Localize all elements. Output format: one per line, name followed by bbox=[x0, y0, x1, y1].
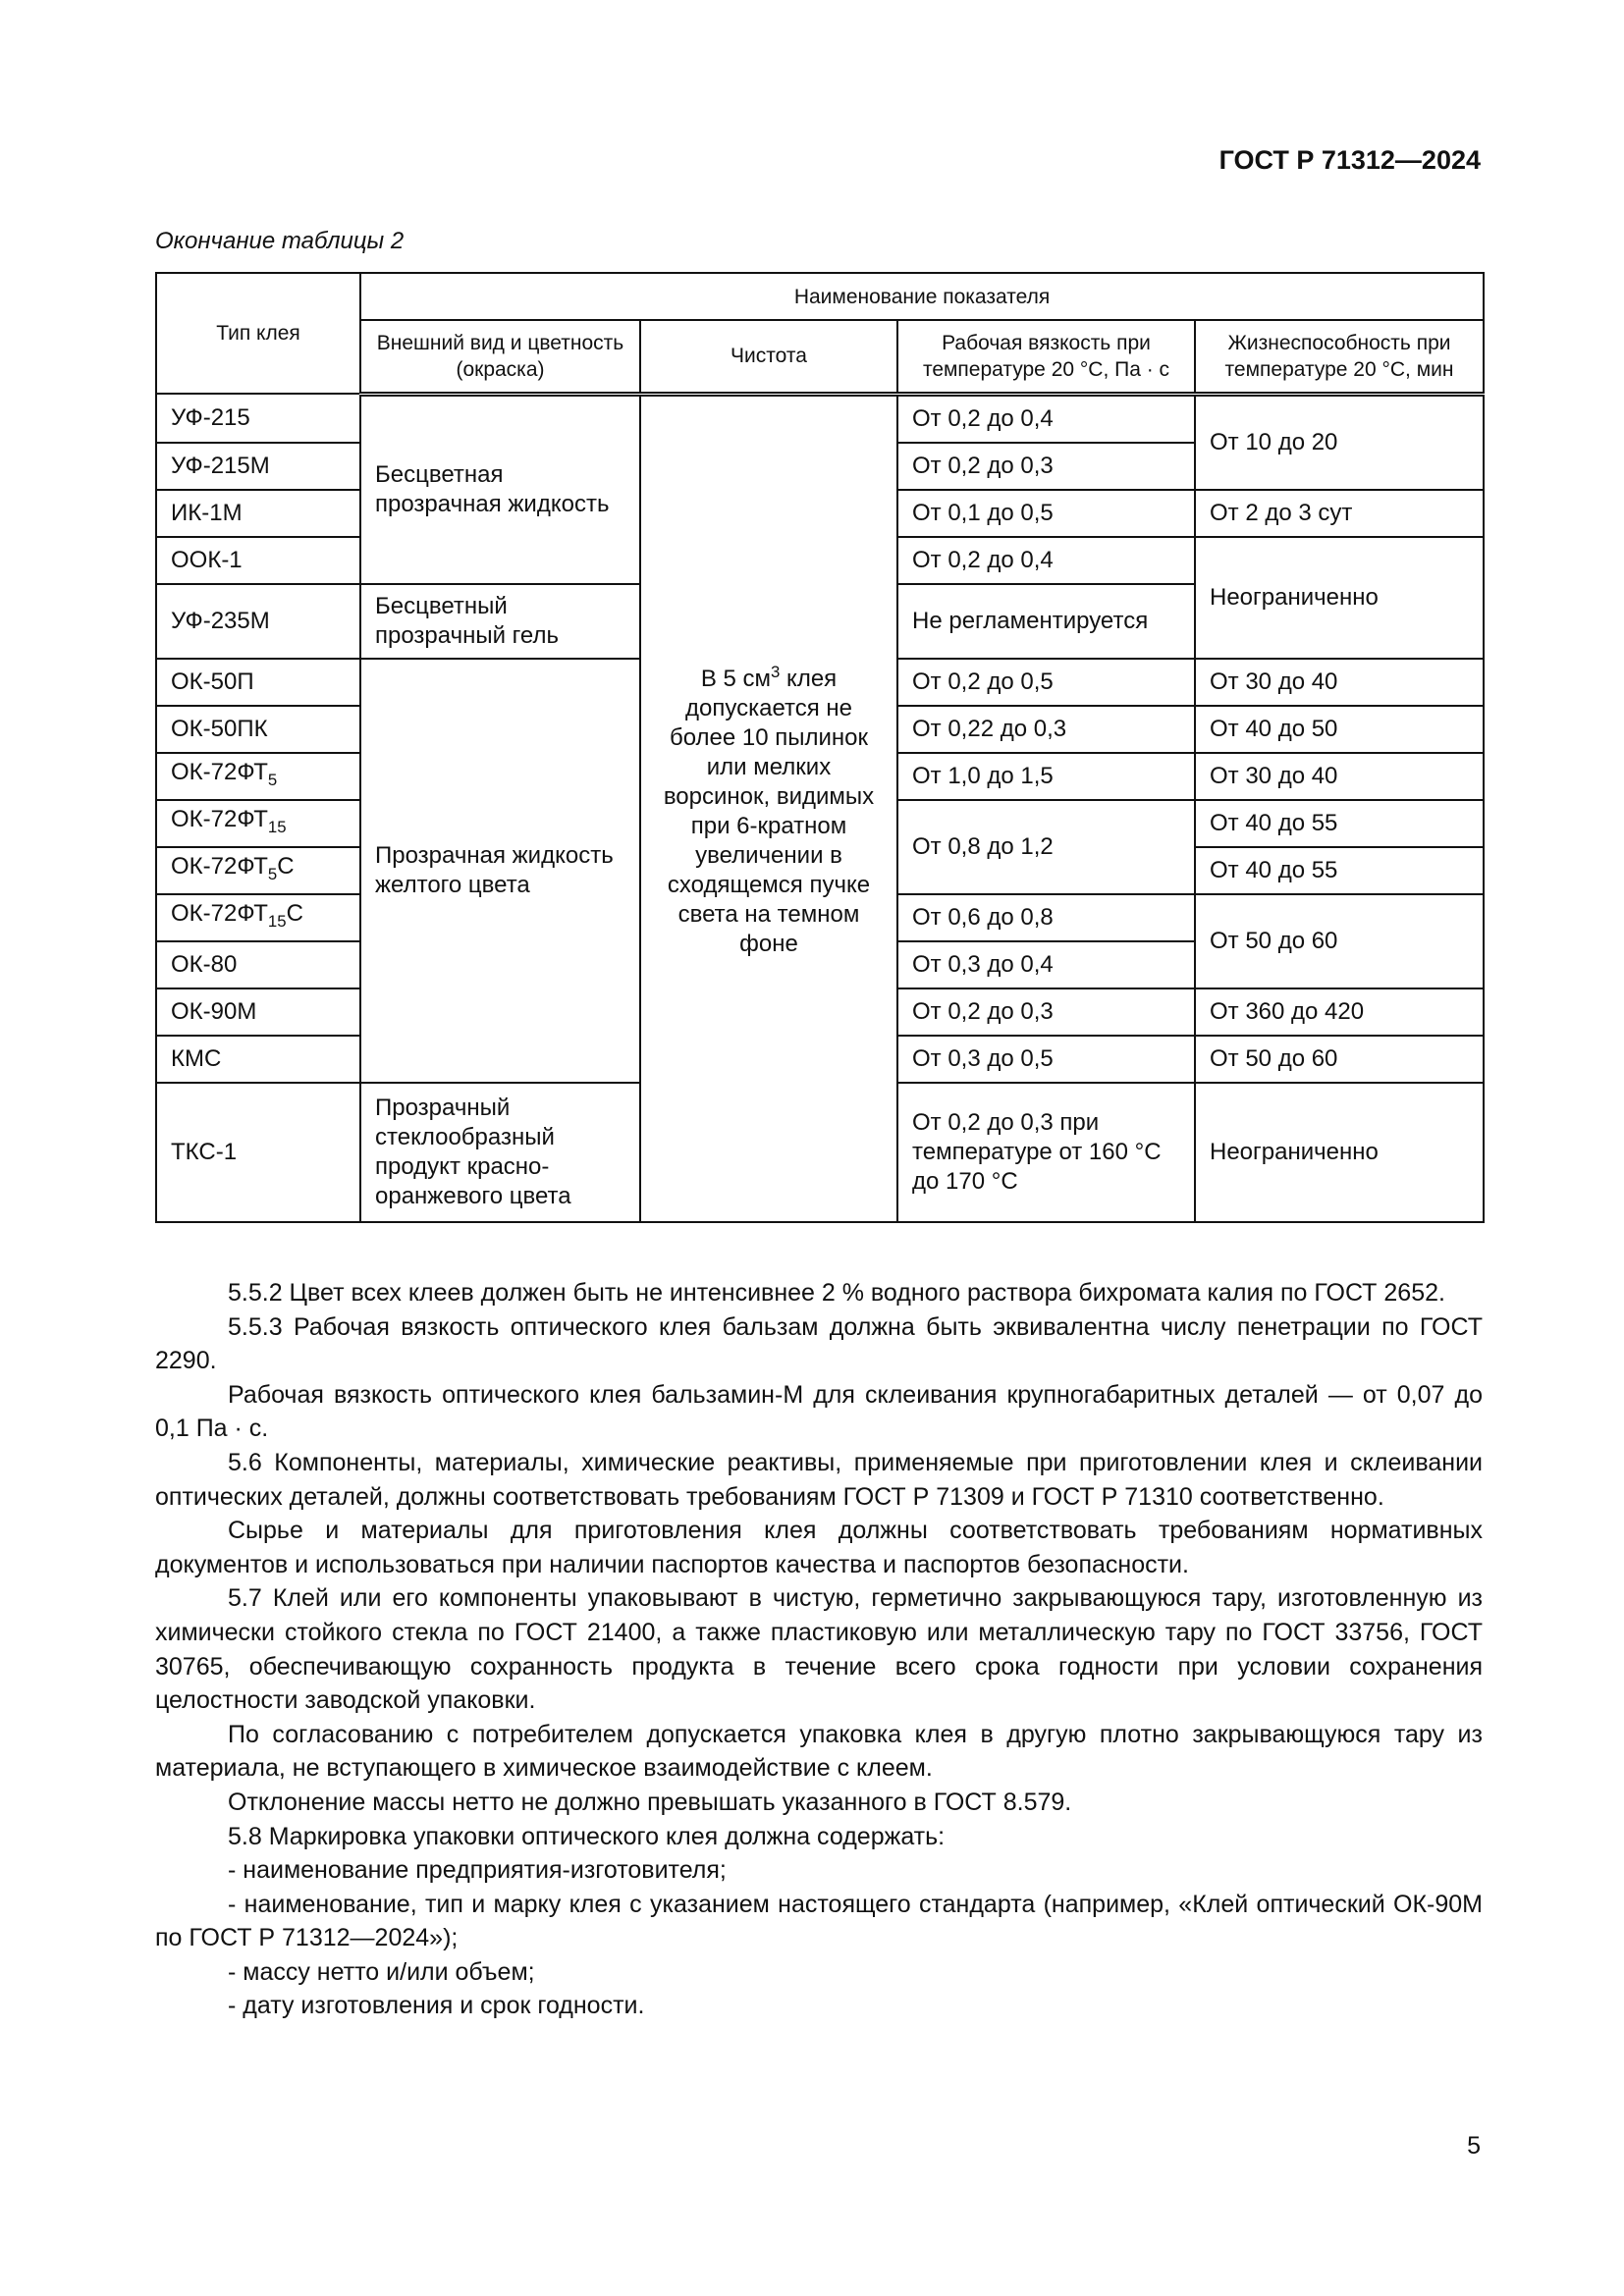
header-viscosity: Рабочая вязкость при температуре 20 °С, Па · с bbox=[897, 320, 1195, 394]
header-appearance: Внешний вид и цветность (окраска) bbox=[360, 320, 640, 394]
cell-pot-life: От 40 до 55 bbox=[1195, 847, 1484, 894]
cell-pot-life: От 50 до 60 bbox=[1195, 1036, 1484, 1083]
paragraph: По согласованию с потребителем допускается упаковка клея в другую плотно закрывающуюся тару из материала, не вступающего в химическое взаимодействие с клеем. bbox=[155, 1720, 1483, 1783]
cell-type: ОК-50ПК bbox=[156, 706, 360, 753]
cell-viscosity: От 0,8 до 1,2 bbox=[897, 800, 1195, 894]
list-item: - массу нетто и/или объем; bbox=[228, 1957, 535, 1986]
paragraph: Отклонение массы нетто не должно превышать указанного в ГОСТ 8.579. bbox=[228, 1788, 1072, 1816]
cell-type: УФ-215 bbox=[156, 394, 360, 443]
cell-type: $ОК-72ФТ_5$ bbox=[156, 753, 360, 800]
cell-viscosity: От 0,3 до 0,4 bbox=[897, 941, 1195, 988]
cell-pot-life: Неограниченно bbox=[1195, 537, 1484, 659]
cell-viscosity: От 0,1 до 0,5 bbox=[897, 490, 1195, 537]
cell-viscosity: От 0,22 до 0,3 bbox=[897, 706, 1195, 753]
cell-type: КМС bbox=[156, 1036, 360, 1083]
cell-viscosity: Не регламентируется bbox=[897, 584, 1195, 659]
cell-pot-life: От 40 до 55 bbox=[1195, 800, 1484, 847]
cell-viscosity: От 0,2 до 0,3 при температуре от 160 °С до 170 °С bbox=[897, 1083, 1195, 1222]
cell-type: ООК-1 bbox=[156, 537, 360, 584]
cell-pot-life: От 30 до 40 bbox=[1195, 659, 1484, 706]
header-type: Тип клея bbox=[156, 273, 360, 394]
page-number: 5 bbox=[1467, 2132, 1481, 2160]
header-indicator-group: Наименование показателя bbox=[360, 273, 1484, 320]
cell-type: ОК-80 bbox=[156, 941, 360, 988]
cell-appearance: Бесцветный прозрачный гель bbox=[360, 584, 640, 659]
cell-pot-life: От 30 до 40 bbox=[1195, 753, 1484, 800]
adhesive-properties-table bbox=[155, 272, 1485, 1223]
paragraph: Рабочая вязкость оптического клея бальзамин-М для склеивания крупногабаритных деталей — от 0,07 до 0,1 Па · с. bbox=[155, 1380, 1483, 1443]
cell-type: ТКС-1 bbox=[156, 1083, 360, 1222]
table-caption: Окончание таблицы 2 bbox=[155, 228, 405, 254]
cell-pot-life: Неограниченно bbox=[1195, 1083, 1484, 1222]
cell-type: УФ-215М bbox=[156, 443, 360, 490]
cell-type: $ОК-72ФТ_5С$ bbox=[156, 847, 360, 894]
header-pot-life: Жизнеспособность при температуре 20 °С, мин bbox=[1195, 320, 1484, 394]
paragraph: 5.5.2 Цвет всех клеев должен быть не интенсивнее 2 % водного раствора бихромата калия по ГОСТ 2652. bbox=[228, 1279, 1445, 1307]
cell-viscosity: От 0,3 до 0,5 bbox=[897, 1036, 1195, 1083]
cell-type: ОК-90М bbox=[156, 988, 360, 1036]
cell-type: ИК-1М bbox=[156, 490, 360, 537]
table-row bbox=[156, 394, 1484, 443]
paragraph: 5.8 Маркировка упаковки оптического клея должна содержать: bbox=[228, 1822, 946, 1850]
paragraph: 5.5.3 Рабочая вязкость оптического клея бальзам должна быть эквивалентна числу пенетрации по ГОСТ 2290. bbox=[155, 1312, 1483, 1375]
cell-viscosity: От 0,2 до 0,3 bbox=[897, 988, 1195, 1036]
cell-pot-life: От 50 до 60 bbox=[1195, 894, 1484, 988]
cell-appearance: Прозрачный стеклообразный продукт красно-оранжевого цвета bbox=[360, 1083, 640, 1222]
cell-viscosity: От 0,2 до 0,3 bbox=[897, 443, 1195, 490]
paragraph: 5.7 Клей или его компоненты упаковывают в чистую, герметично закрывающуюся тару, изготовленную из химически стойкого стекла по ГОСТ 21400, а также пластиковую или металлическую тару по ГОСТ 33756, ГОСТ 30765, обеспечивающую сохранность продукта в течение всего срока годности при условии сохранения целостности заводской упаковки. bbox=[155, 1584, 1483, 1715]
cell-viscosity: От 0,2 до 0,5 bbox=[897, 659, 1195, 706]
cell-type: $ОК-72ФТ_{15}$ bbox=[156, 800, 360, 847]
cell-viscosity: От 0,6 до 0,8 bbox=[897, 894, 1195, 941]
cell-viscosity: От 0,2 до 0,4 bbox=[897, 537, 1195, 584]
list-item: - дату изготовления и срок годности. bbox=[228, 1992, 645, 2020]
cell-pot-life: От 360 до 420 bbox=[1195, 988, 1484, 1036]
cell-viscosity: От 0,2 до 0,4 bbox=[897, 394, 1195, 443]
document-code: ГОСТ Р 71312—2024 bbox=[1218, 145, 1481, 175]
paragraph: Сырье и материалы для приготовления клея должны соответствовать требованиям нормативных документов и использоваться при наличии паспортов качества и паспортов безопасности. bbox=[155, 1517, 1483, 1578]
cell-viscosity: От 1,0 до 1,5 bbox=[897, 753, 1195, 800]
cell-type: $ОК-72ФТ_{15}С$ bbox=[156, 894, 360, 941]
list-item: - наименование предприятия-изготовителя; bbox=[228, 1856, 727, 1885]
header-purity: Чистота bbox=[640, 320, 897, 394]
cell-purity: В 5 $см^3$ клея допускается не более 10 пылинок или мелких ворсинок, видимых при 6-кратном увеличении в сходящемся пучке света на темном фоне bbox=[640, 394, 897, 1222]
cell-pot-life: От 10 до 20 bbox=[1195, 394, 1484, 490]
list-item: - наименование, тип и марку клея с указанием настоящего стандарта (например, «Клей оптический ОК-90М по ГОСТ Р 71312—2024»); bbox=[155, 1890, 1483, 1952]
cell-type: УФ-235М bbox=[156, 584, 360, 659]
cell-type: ОК-50П bbox=[156, 659, 360, 706]
body-text bbox=[155, 1276, 1483, 2023]
cell-appearance: Бесцветная прозрачная жидкость bbox=[360, 394, 640, 584]
cell-appearance: Прозрачная жидкость желтого цвета bbox=[360, 659, 640, 1083]
cell-pot-life: От 2 до 3 сут bbox=[1195, 490, 1484, 537]
cell-pot-life: От 40 до 50 bbox=[1195, 706, 1484, 753]
paragraph: 5.6 Компоненты, материалы, химические реактивы, применяемые при приготовлении клея и склеивании оптических деталей, должны соответствовать требованиям ГОСТ Р 71309 и ГОСТ Р 71310 соответственно. bbox=[155, 1448, 1483, 1511]
